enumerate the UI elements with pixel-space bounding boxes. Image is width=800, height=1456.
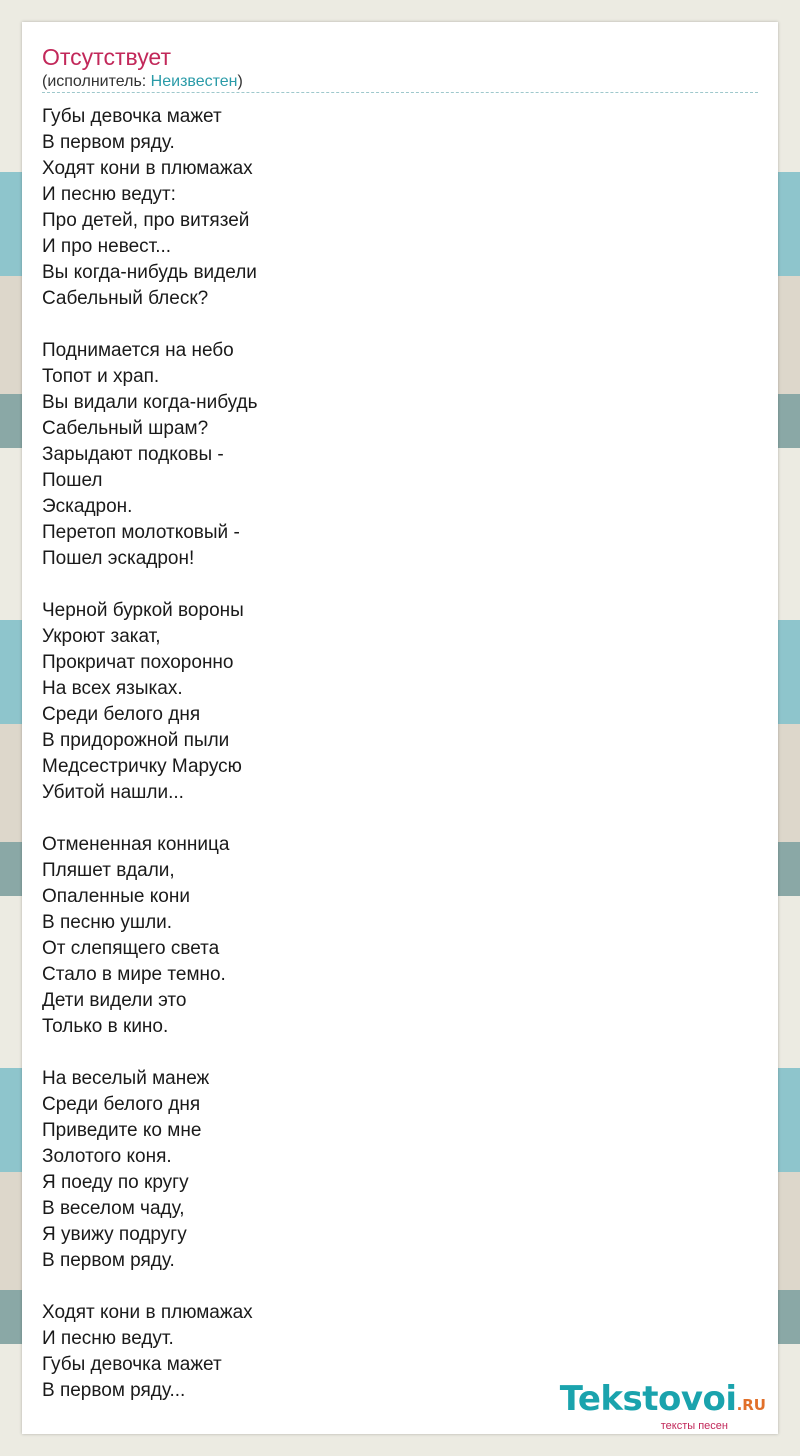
lyric-line: Губы девочка мажет	[42, 106, 222, 127]
song-title: Отсутствует	[42, 44, 171, 70]
logo-wordmark	[546, 1381, 766, 1423]
lyric-line: Про детей, про витязей	[42, 210, 250, 231]
lyric-line: Медсестричку Марусю	[42, 756, 242, 777]
lyric-line: И песню ведут:	[42, 184, 176, 205]
stanza-break	[42, 312, 682, 338]
artist-link[interactable]: Неизвестен	[150, 73, 238, 90]
lyric-line: В веселом чаду,	[42, 1198, 185, 1219]
lyric-line: От слепящего света	[42, 938, 220, 959]
logo-name: Tekstovoi	[559, 1379, 737, 1419]
lyric-line: Губы девочка мажет	[42, 1354, 222, 1375]
lyrics-page	[22, 22, 778, 1434]
lyric-line: Укроют закат,	[42, 626, 161, 647]
title-divider	[42, 92, 758, 93]
lyric-line: Среди белого дня	[42, 704, 201, 725]
lyric-line: На веселый манеж	[42, 1068, 210, 1089]
lyric-line: Черной буркой вороны	[42, 600, 244, 621]
lyric-line: Пошел эскадрон!	[42, 548, 195, 569]
lyric-line: Вы видали когда-нибудь	[42, 392, 258, 413]
lyric-line: Дети видели это	[42, 990, 187, 1011]
lyric-line: Золотого коня.	[42, 1146, 172, 1167]
lyric-line: Сабельный шрам?	[42, 418, 209, 439]
artist-prefix: (исполнитель:	[42, 73, 151, 90]
lyric-line: Сабельный блеск?	[42, 288, 209, 309]
artist-line	[42, 72, 243, 92]
lyric-line: В песню ушли.	[42, 912, 173, 933]
lyric-line: В первом ряду.	[42, 1250, 175, 1271]
lyric-line: В придорожной пыли	[42, 730, 230, 751]
logo-tld: .RU	[736, 1396, 766, 1414]
lyric-line: И песню ведут.	[42, 1328, 174, 1349]
lyric-line: Стало в мире темно.	[42, 964, 226, 985]
lyric-line: Пошел	[42, 470, 103, 491]
lyric-line: Отмененная конница	[42, 834, 230, 855]
lyrics-text	[42, 104, 682, 1404]
lyric-line: Только в кино.	[42, 1016, 169, 1037]
stanza-break	[42, 1274, 682, 1300]
lyric-line: И про невест...	[42, 236, 172, 257]
lyric-line: На всех языках.	[42, 678, 183, 699]
lyric-line: Перетоп молотковый -	[42, 522, 240, 543]
stanza-break	[42, 1040, 682, 1066]
lyric-line: Приведите ко мне	[42, 1120, 202, 1141]
lyric-line: Пляшет вдали,	[42, 860, 175, 881]
lyric-line: Опаленные кони	[42, 886, 190, 907]
lyric-line: Я увижу подругу	[42, 1224, 187, 1245]
lyric-line: В первом ряду.	[42, 132, 175, 153]
lyric-line: Ходят кони в плюмажах	[42, 158, 253, 179]
lyric-line: Вы когда-нибудь видели	[42, 262, 257, 283]
lyric-line: Я поеду по кругу	[42, 1172, 189, 1193]
lyric-line: Среди белого дня	[42, 1094, 201, 1115]
lyric-line: Убитой нашли...	[42, 782, 184, 803]
logo-tagline: тексты песен	[660, 1420, 728, 1432]
lyric-line: Ходят кони в плюмажах	[42, 1302, 253, 1323]
lyric-line: Прокричат похоронно	[42, 652, 234, 673]
lyric-line: Зарыдают подковы -	[42, 444, 224, 465]
stanza-break	[42, 806, 682, 832]
lyric-line: Эскадрон.	[42, 496, 133, 517]
artist-suffix: )	[237, 73, 243, 90]
stanza-break	[42, 572, 682, 598]
site-logo[interactable]	[546, 1381, 766, 1432]
lyric-line: Топот и храп.	[42, 366, 160, 387]
lyric-line: В первом ряду...	[42, 1380, 186, 1401]
lyric-line: Поднимается на небо	[42, 340, 234, 361]
